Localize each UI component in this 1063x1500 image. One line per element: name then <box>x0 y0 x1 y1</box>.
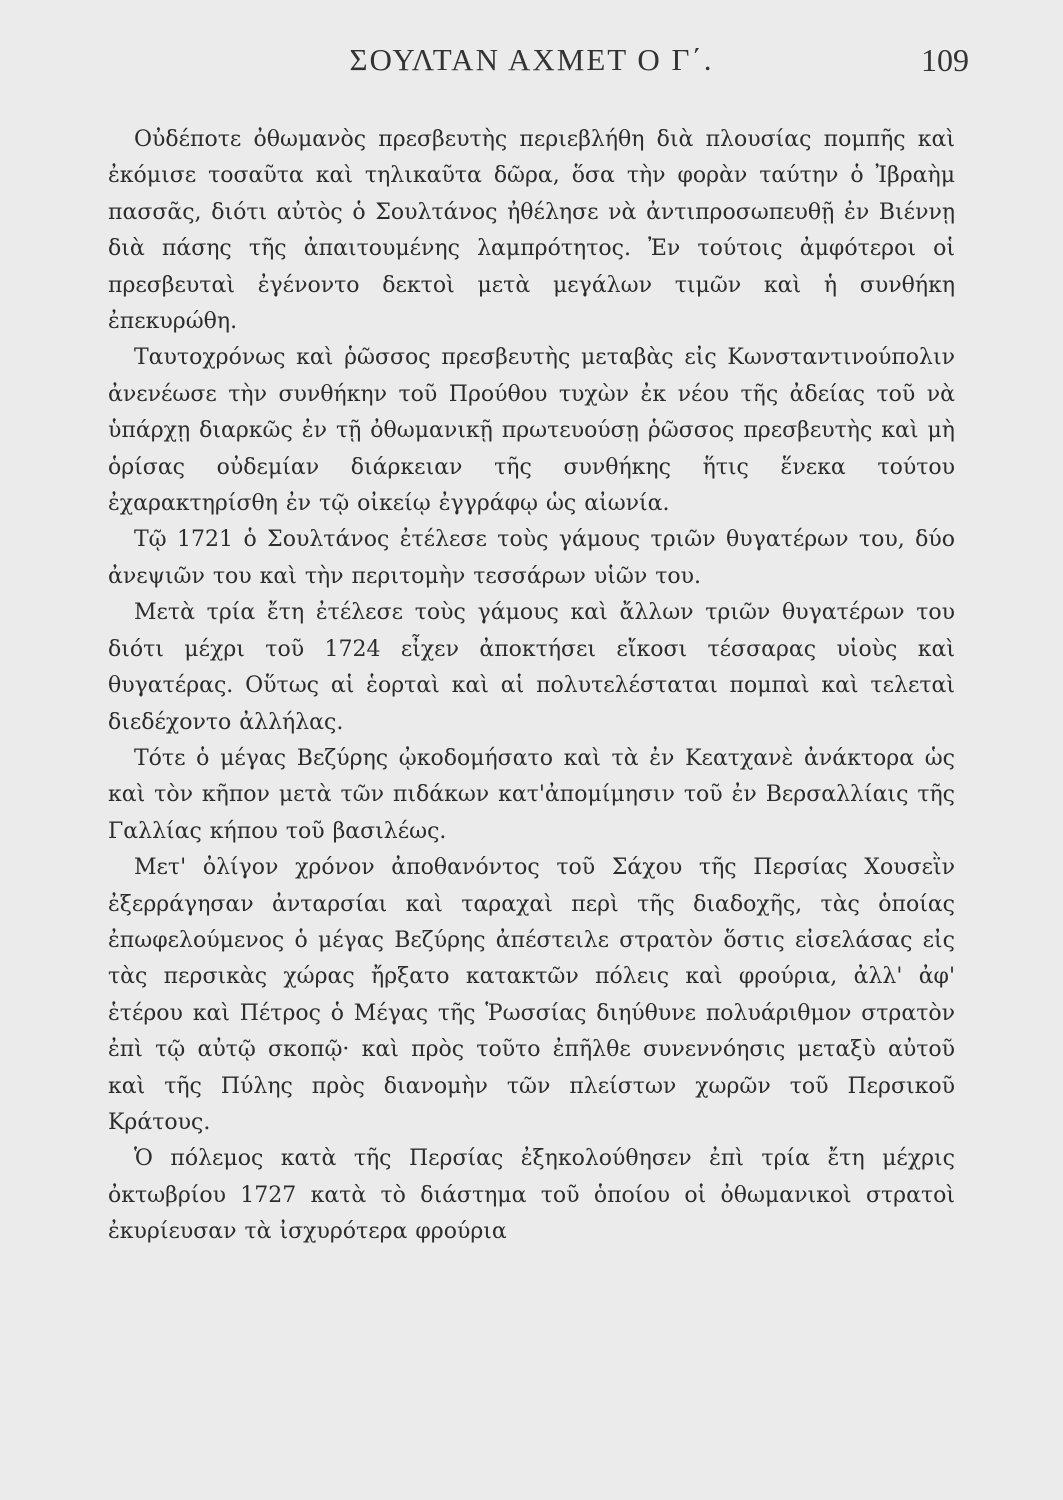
paragraph-weddings-1721: Τῷ 1721 ὁ Σουλτάνος ἐτέλεσε τοὺς γάμους τριῶν θυγατέρων του, δύο ἀνεψιῶν του καὶ τὴν περιτομὴν τεσσάρων υἱῶν του. <box>108 527 955 589</box>
paragraph-persian-war: Ὁ πόλεμος κατὰ τῆς Περσίας ἐξηκολούθησεν ἐπὶ τρία ἔτη μέχρις ὀκτωβρίου 1727 κατὰ τὸ διάστημα τοῦ ὁποίου οἱ ὀθωμανικοὶ στρατοὶ ἐκυρίευσαν τὰ ἰσχυρότερα φρούρια <box>108 1146 955 1245</box>
body-text <box>108 122 955 1251</box>
paragraph-persian-succession: Μετ' ὀλίγον χρόνον ἀποθανόντος τοῦ Σάχου τῆς Περσίας Χουσεῒν ἐξερράγησαν ἀνταρσίαι καὶ ταραχαὶ περὶ τῆς διαδοχῆς, τὰς ὁποίας ἐπωφελούμενος ὁ μέγας Βεζύρης ἀπέστειλε στρατὸν ὅστις εἰσελάσας εἰς τὰς περσικὰς χώρας ἤρξατο κατακτῶν πόλεις καὶ φρούρια, ἀλλ' ἀφ' ἑτέρου καὶ Πέτρος ὁ Μέγας τῆς Ῥωσσίας διηύθυνε πολυάριθμον στρατὸν ἐπὶ τῷ αὐτῷ σκοπῷ· καὶ πρὸς τοῦτο ἐπῆλθε συνεννόησις μεταξὺ αὐτοῦ καὶ τῆς Πύλης πρὸς διανομὴν τῶν πλείστων χωρῶν τοῦ Περσικοῦ Κράτους. <box>108 855 955 1135</box>
running-title: ΣΟΥΛΤΑΝ ΑΧΜΕΤ Ο Γ΄. <box>349 42 714 77</box>
paragraph-kiathane-palace: Τότε ὁ μέγας Βεζύρης ᾠκοδομήσατο καὶ τὰ ἐν Κεατχανὲ ἀνάκτορα ὡς καὶ τὸν κῆπον μετὰ τῶν πιδάκων κατ'ἀπομίμησιν τοῦ ἐν Βερσαλλίαις τῆς Γαλλίας κήπου τοῦ βασιλέως. <box>108 745 955 844</box>
paragraph-embassy: Οὐδέποτε ὀθωμανὸς πρεσβευτὴς περιεβλήθη διὰ πλουσίας πομπῆς καὶ ἐκόμισε τοσαῦτα καὶ τηλικαῦτα δῶρα, ὅσα τὴν φορὰν ταύτην ὁ Ἰβραὴμ πασσᾶς, διότι αὐτὸς ὁ Σουλτάνος ἠθέλησε νὰ ἀντιπροσωπευθῇ ἐν Βιέννῃ διὰ πάσης τῆς ἀπαιτουμένης λαμπρότητος. Ἐν τούτοις ἀμφότεροι οἱ πρεσβευταὶ ἐγένοντο δεκτοὶ μετὰ μεγάλων τιμῶν καὶ ἡ συνθήκη ἐπεκυρώθη. <box>108 127 955 335</box>
paragraph-weddings-1724: Μετὰ τρία ἔτη ἐτέλεσε τοὺς γάμους καὶ ἄλλων τριῶν θυγατέρων του διότι μέχρι τοῦ 1724 εἶχεν ἀποκτήσει εἴκοσι τέσσαρας υἱοὺς καὶ θυγατέρας. Οὕτως αἱ ἑορταὶ καὶ αἱ πολυτελέσταται πομπαὶ καὶ τελεταὶ διεδέχοντο ἀλλήλας. <box>108 600 955 735</box>
paragraph-russian-envoy: Ταυτοχρόνως καὶ ῥῶσσος πρεσβευτὴς μεταβὰς εἰς Κωνσταντινούπολιν ἀνενέωσε τὴν συνθήκην τοῦ Προύθου τυχὼν ἐκ νέου τῆς ἀδείας τοῦ νὰ ὑπάρχῃ διαρκῶς ἐν τῇ ὀθωμανικῇ πρωτευούσῃ ῥῶσσος πρεσβευτὴς καὶ μὴ ὁρίσας οὐδεμίαν διάρκειαν τῆς συνθήκης ἥτις ἕνεκα τούτου ἐχαρακτηρίσθη ἐν τῷ οἰκείῳ ἐγγράφῳ ὡς αἰωνία. <box>108 345 955 517</box>
page-header <box>108 42 969 92</box>
page-number: 109 <box>921 42 969 78</box>
